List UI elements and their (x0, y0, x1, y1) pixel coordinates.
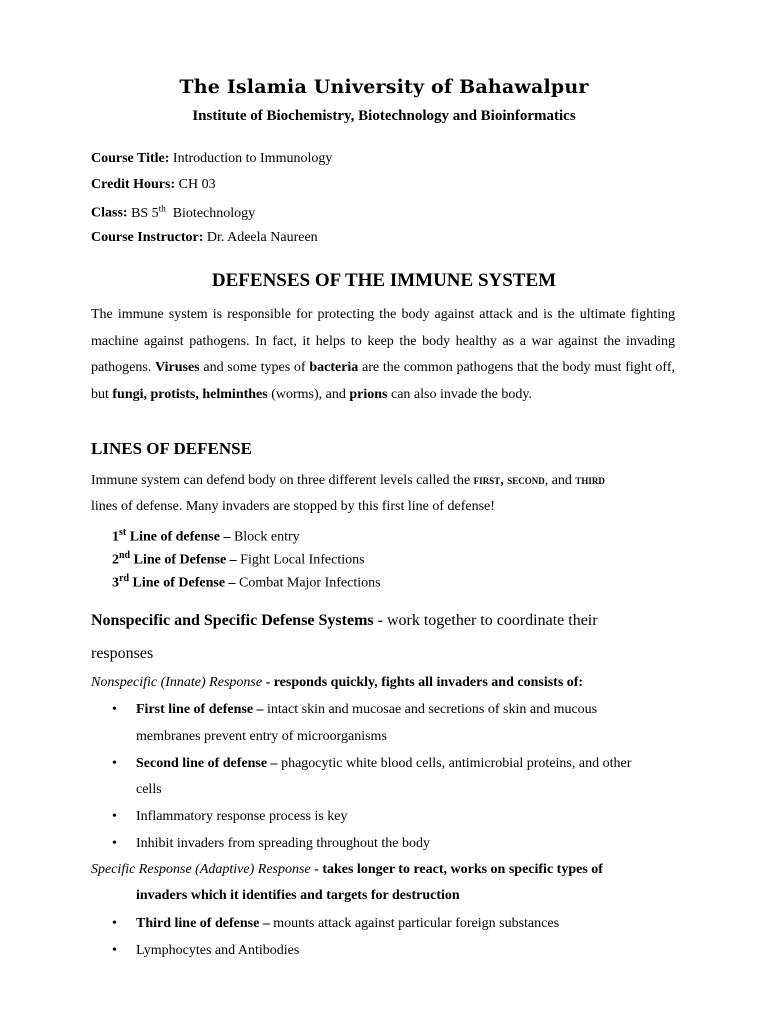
credit-hours-row (91, 177, 216, 193)
intro-viruses: Viruses (155, 360, 200, 375)
intro-text-2: and some types of (199, 360, 310, 375)
systems-heading-bold: Nonspecific and Specific Defense Systems - (91, 612, 383, 629)
list-item: Lymphocytes and Antibodies (136, 943, 300, 958)
course-title-label: Course Title: (91, 151, 170, 166)
level-sup: rd (119, 573, 129, 584)
intro-text-4: (worms), and (267, 386, 350, 402)
specific-heading (91, 862, 603, 878)
bullet: • (112, 756, 117, 771)
specific-heading-line2: invaders which it identifies and targets for destruction (136, 888, 460, 903)
main-heading: DEFENSES OF THE IMMUNE SYSTEM (211, 270, 557, 291)
list-item (136, 702, 597, 718)
level-label: Line of defense – (126, 529, 231, 545)
level-row-2 (112, 550, 365, 569)
instructor-row (91, 230, 318, 246)
lines-intro-1 (91, 472, 605, 489)
level-sup: st (119, 527, 127, 538)
bullet: • (112, 702, 117, 717)
course-title-row (91, 151, 332, 167)
systems-heading (91, 612, 598, 630)
intro-paragraph (91, 302, 675, 408)
list-item (136, 916, 559, 932)
term-first: first (473, 472, 501, 487)
lines-heading: LINES OF DEFENSE (91, 439, 252, 458)
systems-heading-rest: work together to coordinate their (382, 612, 598, 629)
list-item: Inhibit invaders from spreading throughout the body (136, 836, 430, 851)
level-label: Line of Defense – (129, 575, 236, 591)
level-label: Line of Defense – (130, 552, 237, 568)
list-item-bold: Second line of defense – (136, 756, 278, 771)
credit-hours-label: Credit Hours: (91, 177, 176, 192)
class-value (131, 203, 256, 221)
intro-text-5: can also invade the body. (387, 386, 532, 402)
level-desc: Block entry (230, 529, 300, 545)
intro-fungi: fungi, protists, helminthes (112, 386, 268, 402)
level-desc: Combat Major Infections (235, 575, 381, 591)
level-row-3 (112, 573, 381, 592)
lines-intro-2: lines of defense. Many invaders are stopped by this first line of defense! (91, 499, 495, 514)
list-item-text: phagocytic white blood cells, antimicrobial proteins, and other (277, 756, 632, 771)
bullet: • (112, 943, 117, 958)
class-value-program: Biotechnology (172, 205, 256, 221)
bullet: • (112, 809, 117, 824)
level-number: 1 (112, 529, 119, 545)
institute-title: Institute of Biochemistry, Biotechnology and Bioinformatics (192, 108, 576, 124)
nonspecific-heading (91, 675, 583, 691)
term-second: second (507, 472, 545, 487)
level-number: 3 (112, 575, 119, 591)
list-item-text: intact skin and mucosae and secretions of skin and mucous (263, 702, 598, 717)
specific-title: Specific Response (Adaptive) Response (91, 862, 311, 877)
intro-bacteria: bacteria (309, 360, 359, 375)
list-item-continuation: membranes prevent entry of microorganisms (136, 729, 387, 744)
list-item-continuation: cells (136, 782, 162, 797)
intro-prions: prions (349, 386, 388, 402)
list-item (136, 756, 631, 772)
nonspecific-rest: - responds quickly, fights all invaders and consists of: (262, 675, 584, 690)
level-row-1 (112, 527, 300, 546)
class-value-sup: th (158, 203, 166, 213)
bullet: • (112, 916, 117, 931)
course-title-value: Introduction to Immunology (172, 151, 333, 166)
class-label: Class: (91, 205, 128, 221)
lines-intro-comma: , (500, 473, 508, 488)
specific-rest: - takes longer to react, works on specific types of (310, 862, 603, 877)
instructor-label: Course Instructor: (91, 230, 204, 245)
nonspecific-title: Nonspecific (Innate) Response (91, 675, 263, 690)
list-item-bold: First line of defense – (136, 702, 264, 717)
lines-intro-text: Immune system can defend body on three different levels called the (91, 473, 474, 488)
term-third: third (575, 472, 605, 487)
university-title: The Islamia University of Bahawalpur (179, 76, 589, 98)
credit-hours-value: CH 03 (178, 177, 216, 192)
level-number: 2 (112, 552, 119, 568)
level-desc: Fight Local Infections (236, 552, 365, 568)
intro-text-3: are the common pathogens that the body must fight off, but (91, 360, 676, 402)
class-value-main: BS 5 (131, 205, 159, 221)
list-item: Inflammatory response process is key (136, 809, 348, 824)
bullet: • (112, 836, 117, 851)
class-row (91, 203, 255, 222)
list-item-text: mounts attack against particular foreign substances (269, 916, 560, 931)
lines-intro-and: , and (544, 473, 576, 488)
level-sup: nd (119, 550, 131, 561)
instructor-value: Dr. Adeela Naureen (206, 230, 318, 245)
list-item-bold: Third line of defense – (136, 916, 270, 931)
systems-heading-line2: responses (91, 645, 154, 662)
intro-text-1: The immune system is responsible for protecting the body against attack and is the ultimate fighting machine against pathogens. In fact, it helps to keep the body healthy as a war against the invading pathogens. (91, 307, 675, 375)
